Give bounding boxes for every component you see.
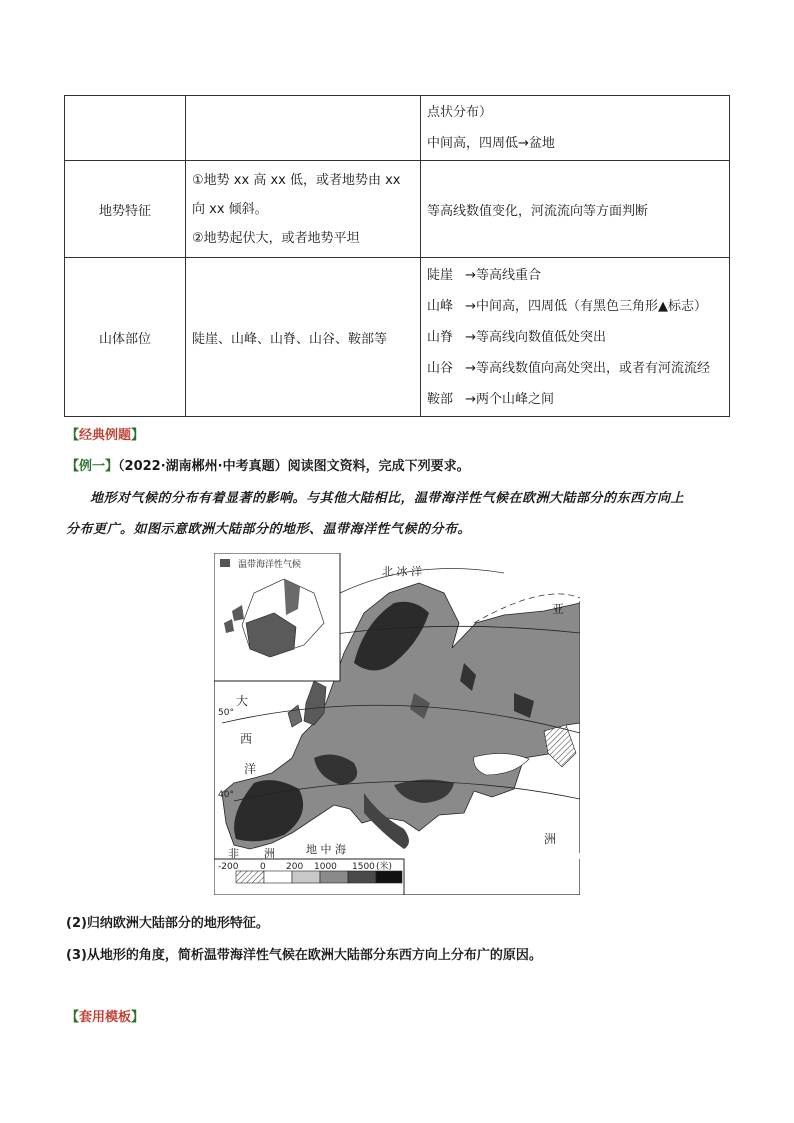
label-africa: 非 [228,847,239,860]
table-row [65,258,730,417]
table-cell [186,161,421,258]
example-heading: 【例一】（2022·湖南郴州·中考真题）阅读图文资料，完成下列要求。 [66,459,470,474]
cell-text: 向 xx 倾斜。 [192,201,268,217]
list-item: 陡崖 →等高线重合 [427,267,542,283]
label-atlantic: 大 [236,694,249,708]
list-item: 山峰 →中间高，四周低（有黑色三角形▲标志） [427,298,708,314]
label-asia: 亚 [552,602,565,616]
passage-line: 分布更广。如图示意欧洲大陆部分的地形、温带海洋性气候的分布。 [66,522,472,537]
table-cell: 陡崖、山峰、山脊、山谷、鞍部等 [186,258,421,417]
label-mediterranean: 地 中 海 [306,843,346,856]
latitude-label: 50° [218,708,234,718]
list-item: 山脊 →等高线向数值低处突出 [427,329,607,345]
label-africa: 洲 [264,847,275,860]
passage-line: 地形对气候的分布有着显著的影响。与其他大陆相比，温带海洋性气候在欧洲大陆部分的东西方向上 [90,491,685,506]
inset-legend-label: 温带海洋性气候 [238,560,302,570]
cell-text: 点状分布） [427,105,493,120]
latitude-label: 40° [218,790,234,800]
cell-text: ①地势 xx 高 xx 低，或者地势由 xx [192,172,401,188]
label-atlantic: 西 [240,732,253,746]
terrain-table [64,95,730,417]
table-cell [421,96,730,161]
scale-label: 200 [286,862,304,872]
scale-label: 0 [260,862,266,872]
row-header: 地势特征 [65,161,186,258]
row-header: 山体部位 [65,258,186,417]
cell-text: 中间高，四周低→盆地 [427,136,555,151]
scale-label: 1000 [314,862,337,872]
table-row [65,96,730,161]
label-asia: 洲 [544,832,557,846]
scale-label: -200 [218,862,239,872]
table-cell [65,96,186,161]
table-cell [186,96,421,161]
list-item: 山谷 →等高线数值向高处突出，或者有河流流经 [427,360,711,376]
label-arctic-ocean: 北 冰 洋 [382,565,422,578]
table-cell [421,258,730,417]
cell-text: ②地势起伏大，或者地势平坦 [192,230,360,246]
section-heading-classic-examples: 【经典例题】 [66,428,145,443]
label-atlantic: 洋 [244,762,257,776]
table-cell: 等高线数值变化，河流流向等方面判断 [421,161,730,258]
scale-label: 1500 [352,862,375,872]
question-2: (2)归纳欧洲大陆部分的地形特征。 [66,916,269,931]
scale-unit: (米) [376,862,393,872]
europe-terrain-map [214,553,580,895]
section-heading-template: 【套用模板】 [66,1010,145,1025]
table-row [65,161,730,258]
question-3: (3)从地形的角度，简析温带海洋性气候在欧洲大陆部分东西方向上分布广的原因。 [66,948,542,963]
list-item: 鞍部 →两个山峰之间 [427,391,555,407]
